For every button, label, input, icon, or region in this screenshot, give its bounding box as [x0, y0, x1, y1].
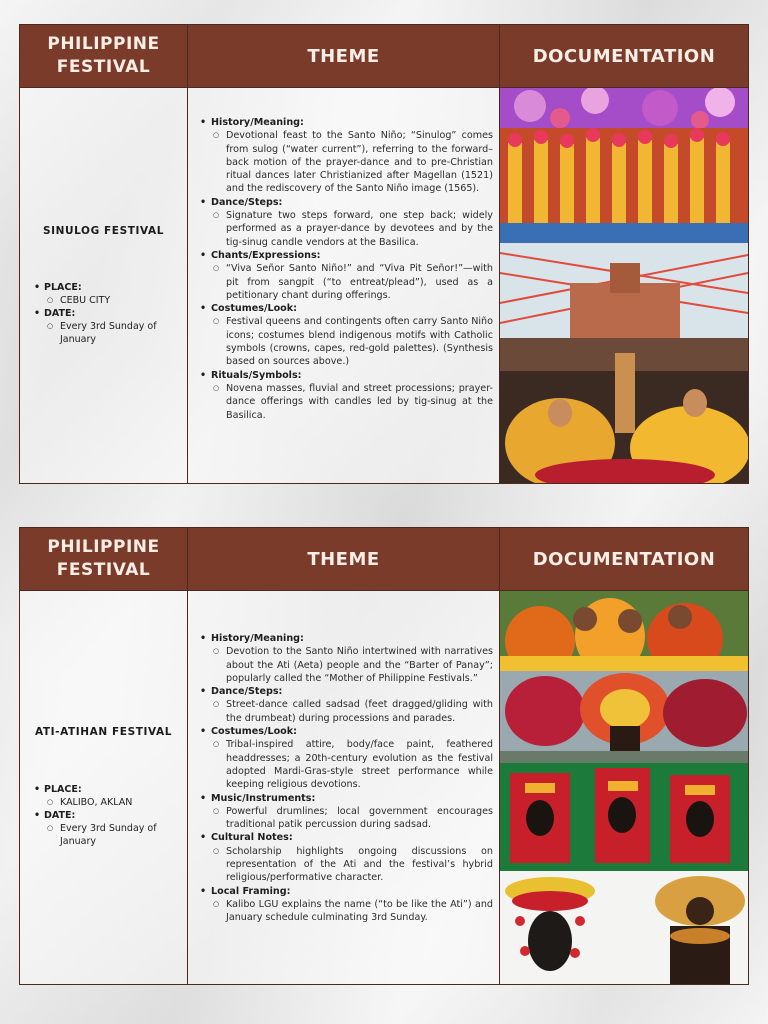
theme-text: ○ Tribal-inspired attire, body/face paint, feathered headdresses; a 20th-century evolution as the festival adopted Mardi-Gras-style street performance while keeping religious devotions.	[200, 738, 493, 791]
date-label: • DATE:	[34, 307, 181, 320]
sinulog-basilica-photo	[500, 243, 748, 483]
theme-cell	[188, 591, 500, 984]
table-header	[20, 25, 748, 88]
theme-heading: • History/Meaning:	[200, 632, 493, 645]
theme-heading: • Dance/Steps:	[200, 685, 493, 698]
festival-cell	[20, 88, 188, 483]
header-documentation: DOCUMENTATION	[532, 548, 716, 570]
theme-heading: • Music/Instruments:	[200, 792, 493, 805]
theme-heading: • Costumes/Look:	[200, 725, 493, 738]
theme-heading: • Dance/Steps:	[200, 196, 493, 209]
theme-text: ○ Novena masses, fluvial and street processions; prayer-dance offerings with candles led by tig-sinug at the Basilica.	[200, 382, 493, 422]
theme-heading: • Local Framing:	[200, 885, 493, 898]
theme-text: ○ Scholarship highlights ongoing discussions on representation of the Ati and the festival’s hybrid religious/performative character.	[200, 845, 493, 885]
documentation-cell	[500, 591, 748, 984]
theme-heading: • Rituals/Symbols:	[200, 369, 493, 382]
festival-name: ATI-ATIHAN FESTIVAL	[34, 726, 173, 738]
theme-heading: • Costumes/Look:	[200, 302, 493, 315]
theme-text: ○ Kalibo LGU explains the name (“to be like the Ati”) and January schedule culminating 3rd Sunday.	[200, 898, 493, 925]
theme-heading: • Chants/Expressions:	[200, 249, 493, 262]
theme-text: ○ Festival queens and contingents often carry Santo Niño icons; costumes blend indigenous motifs with Catholic symbols (crowns, capes, red-gold palettes). (Synthesis based on sources above.)	[200, 315, 493, 368]
header-documentation: DOCUMENTATION	[532, 45, 716, 67]
header-theme: THEME	[188, 25, 500, 87]
table-row	[20, 591, 748, 984]
theme-heading: • Cultural Notes:	[200, 831, 493, 844]
theme-text: ○ Devotional feast to the Santo Niño; “Sinulog” comes from sulog (“water current”), referring to the forward–back motion of the prayer-dance and to pre-Christian ritual dances later Christianized after Magellan (1521) and the rediscovery of the Santo Niño image (1565).	[200, 129, 493, 195]
theme-text: ○ Street-dance called sadsad (feet dragged/gliding with the drumbeat) during processions and parades.	[200, 698, 493, 725]
ati-masks-photo	[500, 763, 748, 871]
date-value: ○ Every 3rd Sunday of January	[34, 320, 181, 346]
date-label: • DATE:	[34, 809, 181, 822]
festival-table-ati-atihan	[19, 527, 749, 985]
festival-table-sinulog	[19, 24, 749, 484]
theme-text: ○ “Viva Señor Santo Niño!” and “Viva Pit Señor!”—with pit from sangpit (“to entreat/plead”), used as a petitionary chant during offerings.	[200, 262, 493, 302]
header-theme: THEME	[188, 528, 500, 590]
theme-text: ○ Signature two steps forward, one step back; widely performed as a prayer-dance by devotees and by the tig-sinug candle vendors at the Basilica.	[200, 209, 493, 249]
theme-cell	[188, 88, 500, 483]
table-row	[20, 88, 748, 483]
sinulog-dancers-photo	[500, 88, 748, 243]
header-festival: PHILIPPINE FESTIVAL	[20, 528, 188, 590]
theme-list	[200, 116, 493, 422]
theme-text: ○ Powerful drumlines; local government encourages traditional patik percussion during sadsad.	[200, 805, 493, 832]
place-label: • PLACE:	[34, 783, 181, 796]
table-header	[20, 528, 748, 591]
ati-headdress-photo	[500, 671, 748, 763]
documentation-cell	[500, 88, 748, 483]
place-value: ○ KALIBO, AKLAN	[34, 796, 181, 809]
festival-cell	[20, 591, 188, 984]
date-value: ○ Every 3rd Sunday of January	[34, 822, 181, 848]
theme-list	[200, 632, 493, 925]
theme-text: ○ Devotion to the Santo Niño intertwined with narratives about the Ati (Aeta) people and the “Barter of Panay”; popularly called the “Mother of Philippine Festivals.”	[200, 645, 493, 685]
festival-name: SINULOG FESTIVAL	[42, 225, 165, 237]
ati-warrior-photo	[500, 871, 748, 984]
place-value: ○ CEBU CITY	[34, 294, 181, 307]
header-festival: PHILIPPINE FESTIVAL	[20, 25, 188, 87]
place-label: • PLACE:	[34, 281, 181, 294]
ati-performers-photo	[500, 591, 748, 671]
festival-info	[34, 783, 181, 848]
festival-info	[34, 281, 181, 346]
theme-heading: • History/Meaning:	[200, 116, 493, 129]
